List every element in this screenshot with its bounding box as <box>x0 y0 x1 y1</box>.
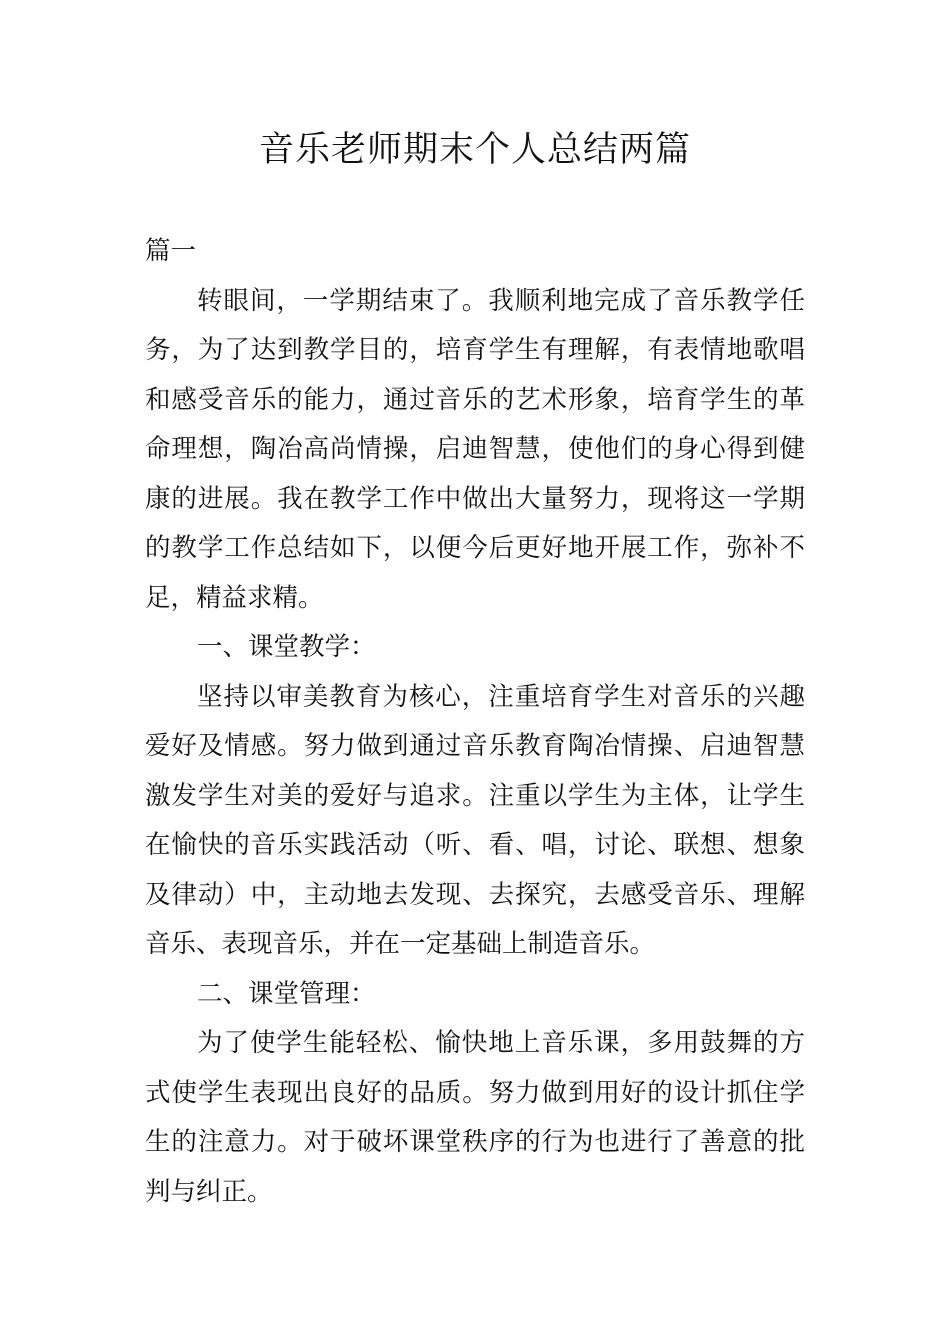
document-title: 音乐老师期末个人总结两篇 <box>258 130 691 170</box>
section-heading: 二、课堂管理： <box>197 978 376 1009</box>
paragraph: 为了使学生能轻松、愉快地上音乐课，多用鼓舞的方式使学生表现出良好的品质。努力做到用好的设计抓住学生的注意力。对于破坏课堂秩序的行为也进行了善意的批判与纠正。 <box>145 1028 805 1207</box>
paragraph: 坚持以审美教育为核心，注重培育学生对音乐的兴趣爱好及情感。努力做到通过音乐教育陶冶情操、启迪智慧激发学生对美的爱好与追求。注重以学生为主体，让学生在愉快的音乐实践活动（听、看、唱，讨论、联想、想象及律动）中，主动地去发现、去探究，去感受音乐、理解音乐、表现音乐，并在一定基础上制造音乐。 <box>145 681 805 959</box>
section-heading: 一、课堂教学： <box>197 632 376 662</box>
document-body <box>145 227 805 1217</box>
section-label: 篇一 <box>145 236 197 266</box>
paragraph: 转眼间，一学期结束了。我顺利地完成了音乐教学任务，为了达到教学目的，培育学生有理解，有表情地歌唱和感受音乐的能力，通过音乐的艺术形象，培育学生的革命理想，陶冶高尚情操，启迪智慧，使他们的身心得到健康的进展。我在教学工作中做出大量努力，现将这一学期的教学工作总结如下，以便今后更好地开展工作，弥补不足，精益求精。 <box>145 285 805 613</box>
